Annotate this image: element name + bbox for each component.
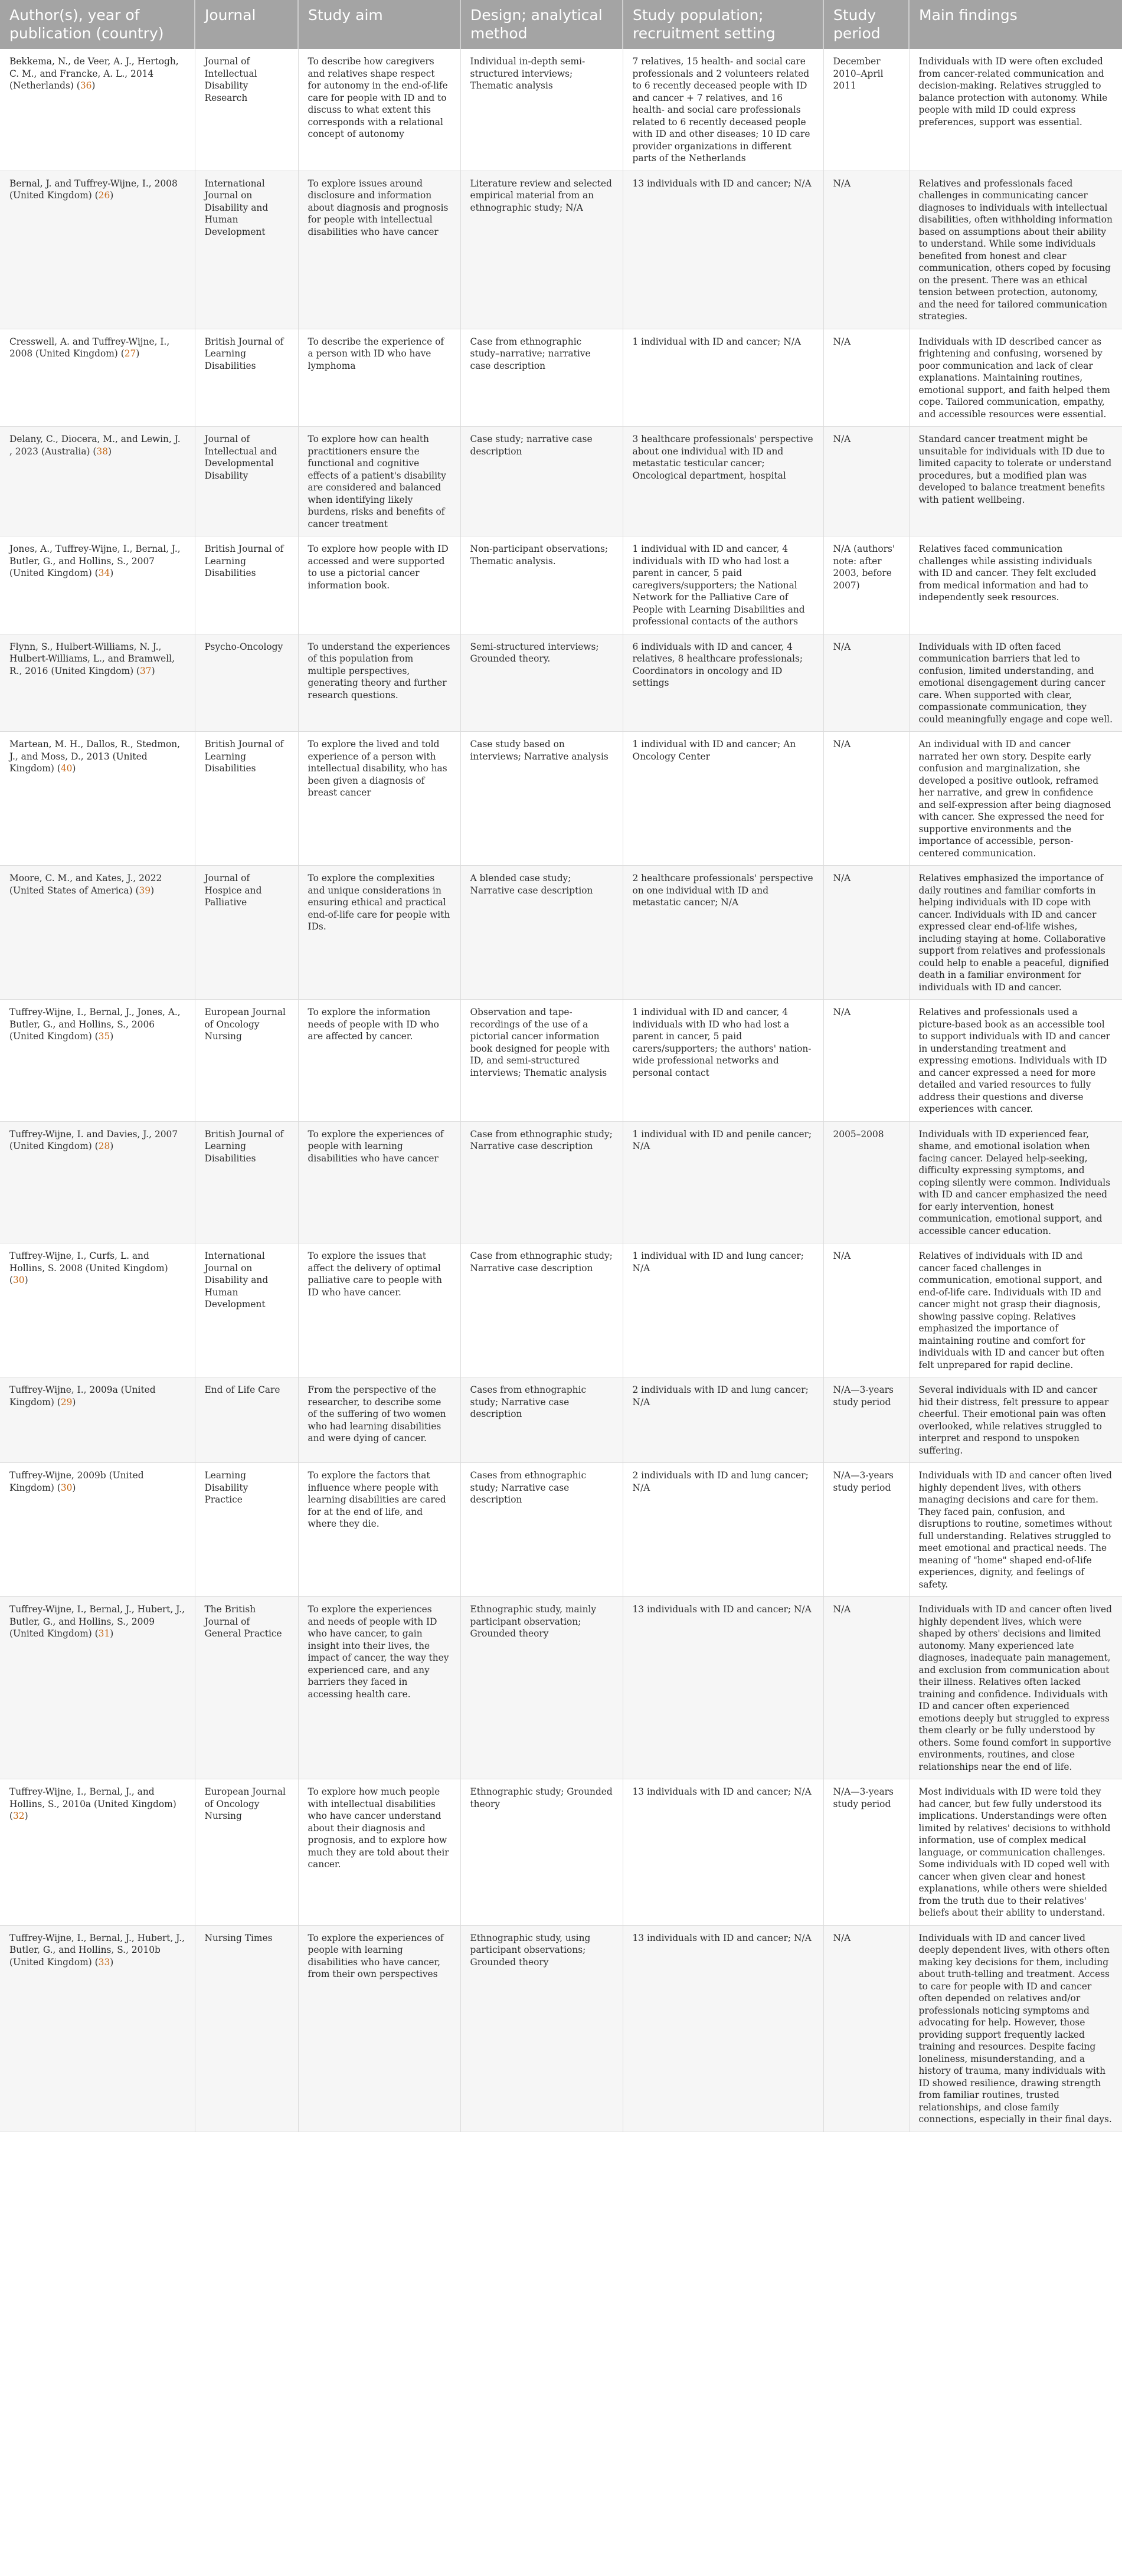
study-period-cell: N/A — [823, 329, 909, 427]
main-findings-cell: Individuals with ID described cancer as frightening and confusing, worsened by poor communication and lack of clear explanations. Maintaining routines, emotional support, and faith helped them cope. Tailored communication, empathy, and accessible resources were essential. — [909, 329, 1122, 427]
author-close-paren: ) — [24, 1275, 28, 1285]
table-row — [0, 1779, 1122, 1926]
design-cell: Cases from ethnographic study; Narrative case description — [460, 1377, 623, 1463]
author-text: Martean, M. H., Dallos, R., Stedmon, J., and Moss, D., 2013 (United Kingdom) ( — [9, 739, 181, 774]
journal-cell: European Journal of Oncology Nursing — [195, 1000, 298, 1122]
author-close-paren: ) — [110, 1628, 114, 1639]
author-close-paren: ) — [151, 665, 155, 676]
population-cell: 2 individuals with ID and lung cancer; N/A — [623, 1377, 823, 1463]
author-cell — [0, 536, 195, 634]
header-study-aim: Study aim — [298, 0, 460, 49]
study-aim-cell: To understand the experiences of this population from multiple perspectives, generating theory and further research questions. — [298, 634, 460, 732]
author-close-paren: ) — [108, 446, 112, 457]
main-findings-cell: Relatives of individuals with ID and cancer faced challenges in communication, emotional support, and end-of-life care. Individuals with ID and cancer might not grasp their diagnosis, showing passive coping. Relatives emphasized the importance of maintaining routine and comfort for individuals with ID and cancer but often felt unprepared for rapid decline. — [909, 1243, 1122, 1377]
author-close-paren: ) — [136, 348, 140, 359]
study-aim-cell: To explore the experiences of people with learning disabilities who have cancer, from their own perspectives — [298, 1925, 460, 2132]
design-cell: Literature review and selected empirical material from an ethnographic study; N/A — [460, 171, 623, 329]
header-journal: Journal — [195, 0, 298, 49]
journal-cell: Learning Disability Practice — [195, 1463, 298, 1597]
population-cell: 1 individual with ID and cancer; An Oncology Center — [623, 732, 823, 866]
main-findings-cell: Individuals with ID and cancer often lived highly dependent lives, with others managing decisions and care for them. They faced pain, confusion, and disruptions to routine, sometimes without full understanding. Relatives struggled to meet emotional and practical needs. The meaning of "home" shaped end-of-life experiences, dignity, and feelings of safety. — [909, 1463, 1122, 1597]
journal-cell: International Journal on Disability and Human Development — [195, 171, 298, 329]
author-text: Cresswell, A. and Tuffrey-Wijne, I., 2008 (United Kingdom) ( — [9, 336, 170, 359]
reference-link[interactable]: 28 — [98, 1141, 110, 1151]
main-findings-cell: Individuals with ID and cancer often lived highly dependent lives, which were shaped by others' decisions and limited autonomy. Many experienced late diagnoses, inadequate pain management, and exclusion from communication about their illness. Relatives often lacked training and confidence. Individuals with ID and cancer often experienced emotions deeply but struggled to express them clearly or be fully understood by others. Some found comfort in supportive environments, routines, and close relationships near the end of life. — [909, 1597, 1122, 1779]
author-cell — [0, 1597, 195, 1779]
study-aim-cell: To describe how caregivers and relatives shape respect for autonomy in the end-of-life care for people with ID and to discuss to what extent this corresponds with a relational concept of autonomy — [298, 49, 460, 171]
author-close-paren: ) — [151, 885, 155, 896]
author-close-paren: ) — [72, 1396, 76, 1408]
journal-cell: Journal of Hospice and Palliative — [195, 866, 298, 1000]
reference-link[interactable]: 40 — [60, 763, 73, 774]
table-header — [0, 0, 1122, 49]
reference-link[interactable]: 37 — [139, 665, 152, 676]
main-findings-cell: Most individuals with ID were told they had cancer, but few fully understood its implications. Understandings were often limited by relatives' decisions to withhold information, use of complex medical language, or communication challenges. Some individuals with ID coped well with cancer when given clear and honest explanations, while others were shielded from the truth due to their relatives' beliefs about their ability to understand. — [909, 1779, 1122, 1926]
table-row — [0, 171, 1122, 329]
study-period-cell: N/A—3-years study period — [823, 1463, 909, 1597]
author-text: Tuffrey-Wijne, I., Curfs, L. and Hollins, S. 2008 (United Kingdom) ( — [9, 1251, 168, 1285]
design-cell: Individual in-depth semi-structured interviews; Thematic analysis — [460, 49, 623, 171]
population-cell: 7 relatives, 15 health- and social care professionals and 2 volunteers related to 6 recently deceased people with ID and cancer + 7 relatives, and 16 health- and social care professionals related to 6 recently deceased people with ID and other diseases; 10 ID care provider organizations in different parts of the Netherlands — [623, 49, 823, 171]
author-text: Tuffrey-Wijne, I., Bernal, J., Hubert, J., Butler, G., and Hollins, S., 2010b (United Kingdom) ( — [9, 1932, 185, 1968]
main-findings-cell: Individuals with ID and cancer lived deeply dependent lives, with others often making key decisions for them, including about truth-telling and treatment. Access to care for people with ID and cancer often depended on relatives and/or professionals noticing symptoms and advocating for help. However, those providing support frequently lacked training and resources. Despite facing loneliness, misunderstanding, and a history of trauma, many individuals with ID showed resilience, drawing strength from familiar routines, trusted relationships, and close family connections, especially in their final days. — [909, 1925, 1122, 2132]
reference-link[interactable]: 31 — [98, 1628, 110, 1639]
table-row — [0, 866, 1122, 1000]
design-cell: Ethnographic study, mainly participant observation; Grounded theory — [460, 1597, 623, 1779]
study-aim-cell: To explore how people with ID accessed and were supported to use a pictorial cancer information book. — [298, 536, 460, 634]
author-close-paren: ) — [110, 1956, 114, 1968]
population-cell: 13 individuals with ID and cancer; N/A — [623, 1925, 823, 2132]
design-cell: Non-participant observations; Thematic analysis. — [460, 536, 623, 634]
author-text: Moore, C. M., and Kates, J., 2022 (United States of America) ( — [9, 873, 162, 896]
header-design: Design; analytical method — [460, 0, 623, 49]
table-row — [0, 1243, 1122, 1377]
author-cell — [0, 49, 195, 171]
study-period-cell: N/A — [823, 1000, 909, 1122]
author-cell — [0, 732, 195, 866]
study-period-cell: N/A — [823, 171, 909, 329]
author-text: Tuffrey-Wijne, I., 2009a (United Kingdom) ( — [9, 1384, 156, 1408]
journal-cell: British Journal of Learning Disabilities — [195, 536, 298, 634]
study-period-cell: N/A — [823, 1597, 909, 1779]
study-period-cell: N/A — [823, 1925, 909, 2132]
main-findings-cell: Relatives and professionals used a picture-based book as an accessible tool to support individuals with ID and cancer in understanding treatment and expressing emotions. Individuals with ID and cancer expressed a need for more detailed and varied resources to fully address their questions and diverse experiences with cancer. — [909, 1000, 1122, 1122]
reference-link[interactable]: 30 — [60, 1482, 73, 1493]
study-period-cell: December 2010–April 2011 — [823, 49, 909, 171]
study-aim-cell: From the perspective of the researcher, to describe some of the suffering of two women who had learning disabilities and were dying of cancer. — [298, 1377, 460, 1463]
table-row — [0, 427, 1122, 536]
population-cell: 1 individual with ID and penile cancer; N/A — [623, 1121, 823, 1243]
population-cell: 2 individuals with ID and lung cancer; N/A — [623, 1463, 823, 1597]
design-cell: Case from ethnographic study; Narrative case description — [460, 1121, 623, 1243]
author-cell — [0, 329, 195, 427]
journal-cell: International Journal on Disability and Human Development — [195, 1243, 298, 1377]
header-population: Study population; recruitment setting — [623, 0, 823, 49]
main-findings-cell: Individuals with ID were often excluded from cancer-related communication and decision-making. Relatives struggled to balance protection with autonomy. While people with mild ID could express preferences, support was essential. — [909, 49, 1122, 171]
author-text: Tuffrey-Wijne, I. and Davies, J., 2007 (United Kingdom) ( — [9, 1128, 178, 1151]
study-period-cell: 2005–2008 — [823, 1121, 909, 1243]
reference-link[interactable]: 34 — [98, 568, 110, 578]
study-aim-cell: To explore the issues that affect the delivery of optimal palliative care to people with ID who have cancer. — [298, 1243, 460, 1377]
population-cell: 13 individuals with ID and cancer; N/A — [623, 171, 823, 329]
author-close-paren: ) — [72, 1482, 76, 1493]
study-period-cell: N/A — [823, 427, 909, 536]
author-text: Tuffrey-Wijne, I., Bernal, J., Jones, A., Butler, G., and Hollins, S., 2006 (United Kingdom) ( — [9, 1007, 181, 1042]
author-cell — [0, 427, 195, 536]
table-row — [0, 1000, 1122, 1122]
author-text: Flynn, S., Hulbert-Williams, N. J., Hulbert-Williams, L., and Bramwell, R., 2016 (United Kingdom) ( — [9, 641, 175, 676]
header-author: Author(s), year of publication (country) — [0, 0, 195, 49]
header-main-findings: Main findings — [909, 0, 1122, 49]
journal-cell: Nursing Times — [195, 1925, 298, 2132]
main-findings-cell: Relatives emphasized the importance of daily routines and familiar comforts in helping individuals with ID cope with cancer. Individuals with ID and cancer expressed clear end-of-life wishes, including staying at home. Collaborative support from relatives and professionals could help to enable a peaceful, dignified death in a familiar environment for individuals with ID and cancer. — [909, 866, 1122, 1000]
design-cell: Case study; narrative case description — [460, 427, 623, 536]
author-cell — [0, 1779, 195, 1926]
reference-link[interactable]: 38 — [96, 446, 109, 457]
population-cell: 3 healthcare professionals' perspective about one individual with ID and metastatic testicular cancer; Oncological department, hospital — [623, 427, 823, 536]
author-text: Jones, A., Tuffrey-Wijne, I., Bernal, J., Butler, G., and Hollins, S., 2007 (United Kingdom) ( — [9, 544, 181, 578]
author-close-paren: ) — [110, 568, 114, 578]
study-aim-cell: To explore the factors that influence where people with learning disabilities are cared for at the end of life, and where they die. — [298, 1463, 460, 1597]
author-text: Tuffrey-Wijne, I., Bernal, J., Hubert, J., Butler, G., and Hollins, S., 2009 (United Kingdom) ( — [9, 1604, 185, 1639]
table-row — [0, 1925, 1122, 2132]
study-aim-cell: To explore the experiences of people with learning disabilities who have cancer — [298, 1121, 460, 1243]
author-cell — [0, 1243, 195, 1377]
design-cell: Cases from ethnographic study; Narrative case description — [460, 1463, 623, 1597]
population-cell: 2 healthcare professionals' perspective on one individual with ID and metastatic cancer; N/A — [623, 866, 823, 1000]
journal-cell: British Journal of Learning Disabilities — [195, 329, 298, 427]
header-study-period: Study period — [823, 0, 909, 49]
population-cell: 1 individual with ID and cancer; N/A — [623, 329, 823, 427]
study-period-cell: N/A—3-years study period — [823, 1377, 909, 1463]
study-aim-cell: To explore the lived and told experience of a person with intellectual disability, who has been given a diagnosis of breast cancer — [298, 732, 460, 866]
author-text: Tuffrey-Wijne, I., Bernal, J., and Hollins, S., 2010a (United Kingdom) ( — [9, 1786, 176, 1821]
population-cell: 1 individual with ID and cancer, 4 individuals with ID who had lost a parent in cancer, 5 paid carers/supporters; the authors' nation-wide professional networks and personal contact — [623, 1000, 823, 1122]
author-close-paren: ) — [24, 1811, 28, 1821]
author-text: Bernal, J. and Tuffrey-Wijne, I., 2008 (United Kingdom) ( — [9, 178, 178, 201]
design-cell: Ethnographic study, using participant observations; Grounded theory — [460, 1925, 623, 2132]
journal-cell: The British Journal of General Practice — [195, 1597, 298, 1779]
author-cell — [0, 1925, 195, 2132]
population-cell: 1 individual with ID and lung cancer; N/A — [623, 1243, 823, 1377]
header-row — [0, 0, 1122, 49]
table-row — [0, 732, 1122, 866]
journal-cell: British Journal of Learning Disabilities — [195, 732, 298, 866]
author-text: Tuffrey-Wijne, 2009b (United Kingdom) ( — [9, 1470, 144, 1493]
design-cell: Case from ethnographic study; Narrative case description — [460, 1243, 623, 1377]
main-findings-cell: Relatives and professionals faced challenges in communicating cancer diagnoses to individuals with intellectual disabilities, often withholding information based on assumptions about their ability to understand. While some individuals benefited from honest and clear communication, others coped by focusing on the present. There was an ethical tension between protection, autonomy, and the need for tailored communication strategies. — [909, 171, 1122, 329]
design-cell: Case from ethnographic study–narrative; narrative case description — [460, 329, 623, 427]
table-row — [0, 49, 1122, 171]
author-close-paren: ) — [110, 190, 114, 201]
main-findings-cell: Individuals with ID experienced fear, shame, and emotional isolation when facing cancer. Delayed help-seeking, difficulty expressing symptoms, and coping silently were common. Individuals with ID and cancer emphasized the need for early intervention, honest communication, emotional support, and accessible cancer education. — [909, 1121, 1122, 1243]
journal-cell: End of Life Care — [195, 1377, 298, 1463]
design-cell: Observation and tape-recordings of the use of a pictorial cancer information book designed for people with ID, and semi-structured interviews; Thematic analysis — [460, 1000, 623, 1122]
author-close-paren: ) — [72, 763, 76, 774]
reference-link[interactable]: 36 — [80, 80, 92, 91]
author-close-paren: ) — [91, 80, 96, 91]
study-period-cell: N/A—3-years study period — [823, 1779, 909, 1926]
author-cell — [0, 634, 195, 732]
population-cell: 13 individuals with ID and cancer; N/A — [623, 1779, 823, 1926]
study-aim-cell: To explore the experiences and needs of people with ID who have cancer, to gain insight into their lives, the impact of cancer, the way they experienced care, and any barriers they faced in accessing health care. — [298, 1597, 460, 1779]
study-period-cell: N/A — [823, 732, 909, 866]
author-text: Delany, C., Diocera, M., and Lewin, J. , 2023 (Australia) ( — [9, 434, 181, 457]
author-cell — [0, 171, 195, 329]
design-cell: Case study based on interviews; Narrative analysis — [460, 732, 623, 866]
reference-link[interactable]: 26 — [98, 190, 110, 201]
reference-link[interactable]: 35 — [98, 1031, 110, 1042]
reference-link[interactable]: 32 — [13, 1811, 25, 1821]
design-cell: Ethnographic study; Grounded theory — [460, 1779, 623, 1926]
main-findings-cell: Several individuals with ID and cancer hid their distress, felt pressure to appear cheerful. Their emotional pain was often overlooked, while relatives struggled to interpret and respond to unspoken suffering. — [909, 1377, 1122, 1463]
table-body — [0, 49, 1122, 2132]
table-row — [0, 536, 1122, 634]
main-findings-cell: Standard cancer treatment might be unsuitable for individuals with ID due to limited capacity to tolerate or understand procedures, but a modified plan was developed to balance treatment benefits with patient wellbeing. — [909, 427, 1122, 536]
reference-link[interactable]: 27 — [124, 348, 136, 359]
study-aim-cell: To explore the complexities and unique considerations in ensuring ethical and practical end-of-life care for people with IDs. — [298, 866, 460, 1000]
table-row — [0, 1121, 1122, 1243]
journal-cell: Journal of Intellectual Disability Research — [195, 49, 298, 171]
population-cell: 6 individuals with ID and cancer, 4 relatives, 8 healthcare professionals; Coordinators in oncology and ID settings — [623, 634, 823, 732]
reference-link[interactable]: 30 — [13, 1275, 25, 1285]
study-period-cell: N/A — [823, 866, 909, 1000]
reference-link[interactable]: 33 — [98, 1956, 110, 1968]
journal-cell: European Journal of Oncology Nursing — [195, 1779, 298, 1926]
table-row — [0, 1463, 1122, 1597]
design-cell: Semi-structured interviews; Grounded theory. — [460, 634, 623, 732]
study-period-cell: N/A — [823, 634, 909, 732]
main-findings-cell: Individuals with ID often faced communication barriers that led to confusion, limited understanding, and emotional disengagement during cancer care. When supported with clear, compassionate communication, they could meaningfully engage and cope well. — [909, 634, 1122, 732]
study-aim-cell: To explore issues around disclosure and information about diagnosis and prognosis for people with intellectual disabilities who have cancer — [298, 171, 460, 329]
author-cell — [0, 1000, 195, 1122]
author-close-paren: ) — [110, 1031, 114, 1042]
journal-cell: Psycho-Oncology — [195, 634, 298, 732]
author-cell — [0, 1463, 195, 1597]
author-close-paren: ) — [110, 1141, 114, 1151]
reference-link[interactable]: 39 — [139, 885, 151, 896]
table-row — [0, 1597, 1122, 1779]
journal-cell: British Journal of Learning Disabilities — [195, 1121, 298, 1243]
author-cell — [0, 866, 195, 1000]
design-cell: A blended case study; Narrative case description — [460, 866, 623, 1000]
journal-cell: Journal of Intellectual and Developmental Disability — [195, 427, 298, 536]
population-cell: 1 individual with ID and cancer, 4 individuals with ID who had lost a parent in cancer, 5 paid caregivers/supporters; the National Network for the Palliative Care of People with Learning Disabilities and professional contacts of the authors — [623, 536, 823, 634]
study-aim-cell: To explore how much people with intellectual disabilities who have cancer understand about their diagnosis and prognosis, and to explore how much they are told about their cancer. — [298, 1779, 460, 1926]
study-aim-cell: To explore the information needs of people with ID who are affected by cancer. — [298, 1000, 460, 1122]
study-period-cell: N/A (authors' note: after 2003, before 2007) — [823, 536, 909, 634]
table-row — [0, 1377, 1122, 1463]
main-findings-cell: An individual with ID and cancer narrated her own story. Despite early confusion and marginalization, she developed a positive outlook, reframed her narrative, and grew in confidence and self-expression after being diagnosed with cancer. She expressed the need for supportive environments and the importance of accessible, person-centered communication. — [909, 732, 1122, 866]
author-cell — [0, 1121, 195, 1243]
main-findings-cell: Relatives faced communication challenges while assisting individuals with ID and cancer. They felt excluded from medical information and had to independently seek resources. — [909, 536, 1122, 634]
study-aim-cell: To describe the experience of a person with ID who have lymphoma — [298, 329, 460, 427]
author-cell — [0, 1377, 195, 1463]
reference-link[interactable]: 29 — [60, 1396, 73, 1408]
study-aim-cell: To explore how can health practitioners ensure the functional and cognitive effects of a patient's disability are considered and balanced when identifying likely burdens, risks and benefits of cancer treatment — [298, 427, 460, 536]
population-cell: 13 individuals with ID and cancer; N/A — [623, 1597, 823, 1779]
table-row — [0, 634, 1122, 732]
table-row — [0, 329, 1122, 427]
study-period-cell: N/A — [823, 1243, 909, 1377]
author-text: Bekkema, N., de Veer, A. J., Hertogh, C. M., and Francke, A. L., 2014 (Netherlands) ( — [9, 56, 179, 91]
